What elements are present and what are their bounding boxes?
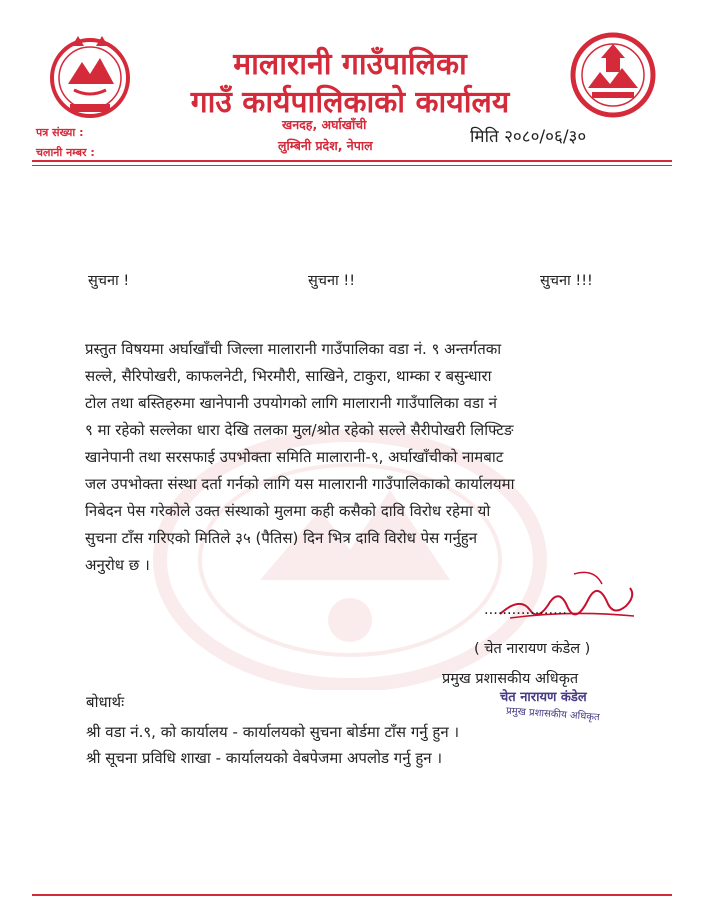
address-line-1: खनदह, अर्घाखाँची [282,117,367,132]
body-line: अनुरोध छ । [85,556,150,574]
municipality-emblem-icon [568,30,658,120]
letter-date: मिति २०८०/०६/३० [470,127,587,147]
body-line: ९ मा रहेको सल्लेका धारा देखि तलका मुल/श्रोत रहेको सल्ले सैरीपोखरी लिफ्टिङ [85,421,514,439]
body-line: सल्ले, सैरिपोखरी, काफलनेटी, भिरमौरी, साखिने, टाकुरा, थाम्का र बसुन्धारा [85,367,492,385]
body-line: सुचना टाँस गरिएको मितिले ३५ (पैतिस) दिन भित्र दावि विरोध पेस गर्नुहुन [85,529,478,547]
signature-dots: .................. [484,602,567,618]
notice-body [85,336,645,579]
letter-no-label: पत्र संख्या : [36,126,84,139]
body-line: निबेदन पेस गरेकोले उक्त संस्थाको मुलमा कही कसैको दावि विरोध रहेमा यो [85,502,491,520]
office-name: मालारानी गाउँपालिका [233,47,467,82]
notice-heading-right: सुचना !!! [540,273,593,289]
notice-heading-left: सुचना ! [88,273,130,289]
office-type: गाउँ कार्यपालिकाको कार्यालय [190,85,510,120]
notice-heading-center: सुचना !! [308,273,356,289]
stamp-designation: प्रमुख प्रशासकीय अधिकृत [505,705,601,724]
dispatch-no-label: चलानी नम्बर : [36,146,95,159]
body-line: खानेपानी तथा सरसफाई उपभोक्ता समिति मालारानी-९, अर्घाखाँचीको नामबाट [85,448,504,466]
header-rule-top [32,160,672,162]
body-line: प्रस्तुत विषयमा अर्घाखाँची जिल्ला मालारानी गाउँपालिका वडा नं. ९ अन्तर्गतका [85,340,502,358]
stamp-name: चेत नारायण कंडेल [500,690,587,705]
signatory-name: ( चेत नारायण कंडेल ) [474,641,591,657]
body-line: टोल तथा बस्तिहरुमा खानेपानी उपयोगको लागि मालारानी गाउँपालिका वडा नं [85,394,497,412]
header-rule-bottom [32,165,672,166]
address-line-2: लुम्बिनी प्रदेश, नेपाल [278,138,373,153]
cc-item: श्री सूचना प्रविधि शाखा - कार्यालयको वेबपेजमा अपलोड गर्नु हुन । [86,749,443,767]
footer-rule [32,894,672,896]
cc-label: बोधार्थः [86,693,125,711]
body-line: जल उपभोक्ता संस्था दर्ता गर्नको लागि यस मालारानी गाउँपालिकाको कार्यालयमा [85,475,515,493]
signatory-designation: प्रमुख प्रशासकीय अधिकृत [442,671,579,687]
nepal-emblem-icon [48,32,132,122]
cc-item: श्री वडा नं.९, को कार्यालय - कार्यालयको सुचना बोर्डमा टाँस गर्नु हुन । [86,723,460,741]
